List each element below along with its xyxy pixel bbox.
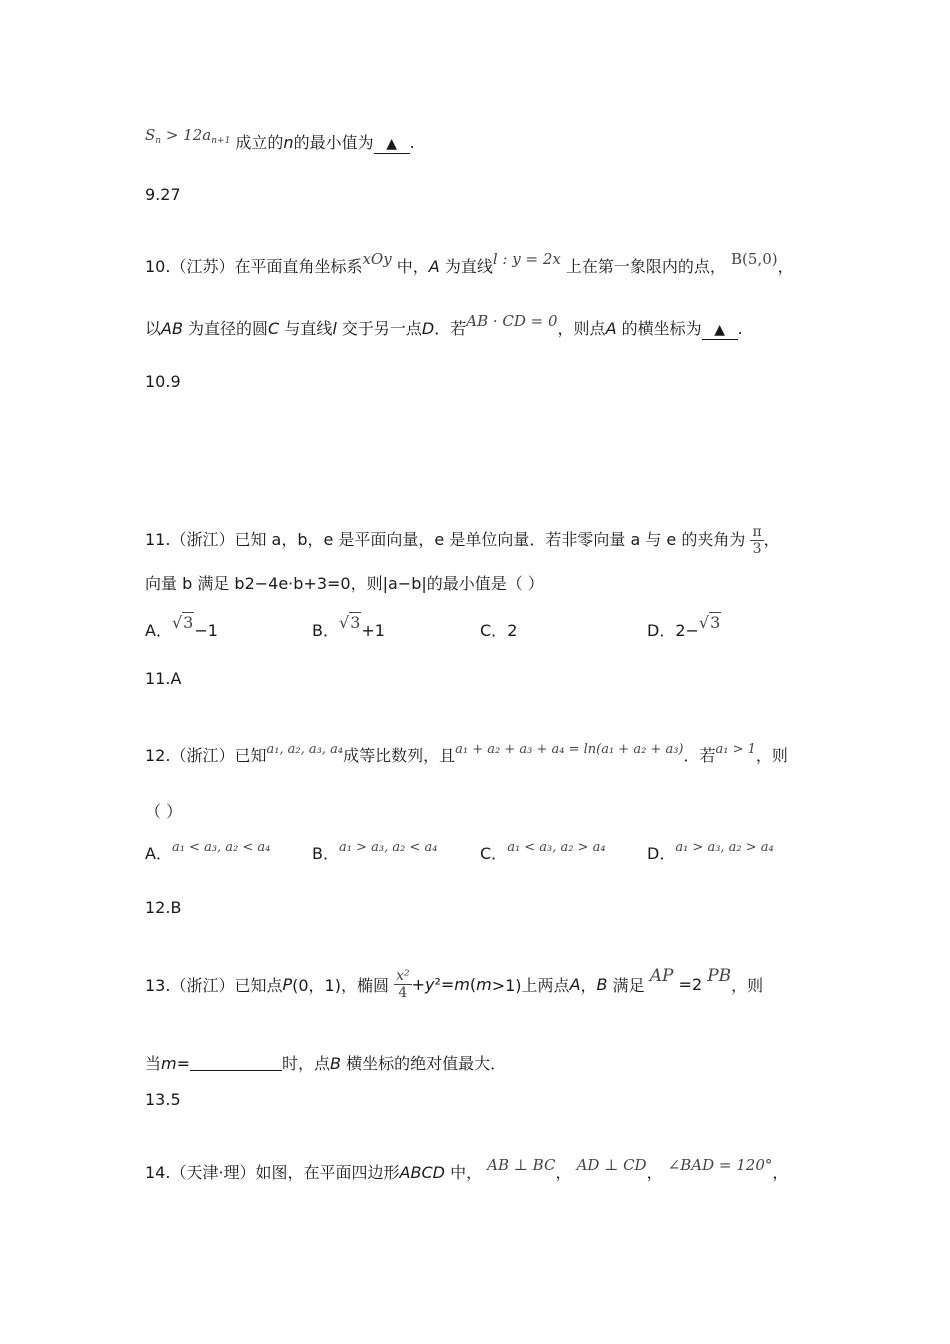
answer-12: 12.B (145, 898, 182, 917)
math-condition: a₁ > 1 (715, 742, 756, 757)
q12-line1: 12.（浙江）已知$^{a_1, a_2, a_3, a_4}$成等比数列，且$^{a_1 + a_2 + a_3 + a_4 = ln(a_1 + a_2 + a_3)}$．若$^{a_1 > 1}$，则 (145, 742, 788, 765)
q13-line1: 13.（浙江）已知点P(0，1)，椭圆 $\frac{\text{x²}}{4}$ +y²=m(m>1)上两点A，B 满足 AP =2 PB，则 (145, 966, 764, 1001)
answer-9: 9.27 (145, 185, 181, 204)
q12-option-b: B．$^{a_1 > a_3, a_2 < a_4}$ (312, 840, 438, 863)
q12-option-c: C．$^{a_1 < a_3, a_2 > a_4}$ (480, 840, 606, 863)
q10-line2: 以AB 为直径的圆C 与直线l 交于另一点D．若AB · CD = 0，则点A 的横坐标为 ▲ . (145, 312, 743, 338)
q12-line2: （ ） (145, 802, 183, 821)
q9-text: 成立的 (235, 133, 284, 152)
q11-option-c: C．2 (480, 621, 518, 640)
q14-line1: 14.（天津·理）如图，在平面四边形ABCD 中， AB ⊥ BC， AD ⊥ CD， ∠BAD = 120°， (145, 1156, 789, 1182)
q11-line2: 向量 b 满足 b2−4e·b+3=0，则|a−b|的最小值是（ ） (145, 574, 544, 593)
q12-option-a: A．$^{a_1 < a_3, a_2 < a_4}$ (145, 840, 271, 863)
math-dot-product: AB · CD = 0 (466, 312, 558, 330)
q9-text2: 的最小值为 (293, 133, 374, 152)
math-equation: a₁ + a₂ + a₃ + a₄ = ln(a₁ + a₂ + a₃) (455, 742, 684, 757)
fraction-pi-3: $\frac{\pi}{3}$ (752, 524, 762, 557)
q10-line1: 10.（江苏）在平面直角坐标系xOy 中，A 为直线l : y = 2x 上在第一象限内的点， B(5,0)， (145, 250, 794, 276)
sqrt-icon: √3 (171, 613, 194, 632)
sqrt-icon: √3 (698, 613, 721, 632)
q13-line2: 当m= 时，点B 横坐标的绝对值最大． (145, 1054, 507, 1073)
math-sequence: a₁, a₂, a₃, a₄ (266, 742, 344, 757)
math-sn: $S_n > 12a_{n+1}$ (145, 126, 231, 146)
math-perp-ab-bc: AB ⊥ BC (487, 1156, 556, 1174)
math-xoy: xOy (362, 250, 392, 268)
answer-10: 10.9 (145, 372, 181, 391)
sqrt-icon: √3 (338, 613, 361, 632)
q12-option-d: D．$^{a_1 > a_3, a_2 > a_4}$ (647, 840, 774, 863)
vector-ap: AP (649, 966, 674, 986)
q9-line: $S_n > 12a_{n+1}$ 成立的n的最小值为 ▲ . (145, 126, 415, 152)
answer-blank: ▲ (374, 135, 410, 154)
math-line-eq: l : y = 2x (492, 250, 561, 268)
q11-option-d: D．2−√3 (647, 613, 721, 640)
math-point-b: B(5,0) (731, 250, 778, 268)
q11-option-b: B．√3+1 (312, 613, 385, 640)
fraction-x2-4: $\frac{\text{x²}}{4}$ (396, 968, 410, 1001)
math-angle-bad: ∠BAD = 120° (667, 1156, 773, 1174)
vector-pb: PB (707, 966, 732, 986)
q11-option-a: A．√3−1 (145, 613, 218, 640)
var-n: n (283, 133, 294, 152)
math-perp-ad-cd: AD ⊥ CD (576, 1156, 647, 1174)
answer-blank: ▲ (702, 321, 738, 340)
q11-line1: 11.（浙江）已知 a，b，e 是平面向量，e 是单位向量．若非零向量 a 与 e 的夹角为 $\frac{\pi}{3}$ ， (145, 524, 780, 557)
answer-blank (190, 1054, 282, 1071)
answer-11: 11.A (145, 669, 182, 688)
answer-13: 13.5 (145, 1090, 181, 1109)
